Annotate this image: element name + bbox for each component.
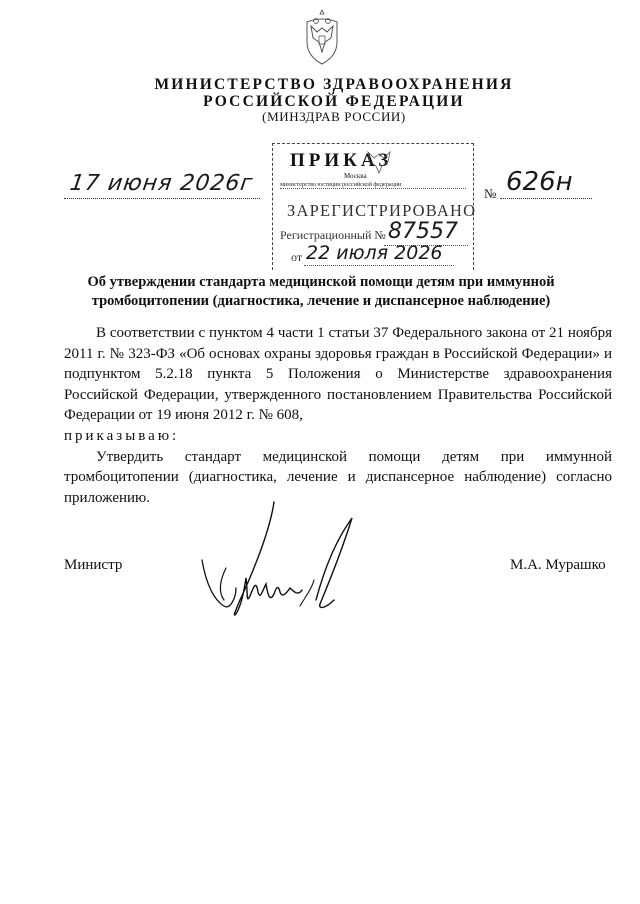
body-paragraph-1: В соответствии с пунктом 4 части 1 статьи 37 Федерального закона от 21 ноября 2011 г. № 323-ФЗ «Об основах охраны здоровья граждан в Российской Федерации» и подпунктом 5.2.18 пункта 5 Положения о Министерстве здравоохранения Российской Федерации, утвержденного постановлением Правительства Российской Федерации от 19 июня 2012 г. № 608, <box>64 325 612 424</box>
from-date-underline <box>304 265 454 266</box>
signer-name: М.А. Мурашко <box>510 557 606 573</box>
ministry-name-line1: МИНИСТЕРСТВО ЗДРАВООХРАНЕНИЯ <box>154 76 514 93</box>
order-number: 626н <box>506 167 573 197</box>
stamp-city: Москва <box>344 172 367 180</box>
order-number-label: № <box>484 186 497 201</box>
signer-position: Министр <box>64 557 123 573</box>
stamp-from-label: от <box>291 250 303 264</box>
number-underline <box>500 198 592 199</box>
stamp-reg-number: 87557 <box>388 219 458 244</box>
date-underline <box>64 198 260 199</box>
stamp-from-date: 22 июля 2026 <box>306 242 443 264</box>
stamp-ministry-justice: министерство юстиции российской федерации <box>280 181 466 189</box>
body-paragraph-2: Утвердить стандарт медицинской помощи детям при иммунной тромбоцитопении (диагностика, лечение и диспансерное наблюдение) согласно приложению. <box>64 448 612 506</box>
stamp-reg-label: Регистрационный № <box>280 228 386 242</box>
coat-of-arms-emblem <box>301 8 343 68</box>
order-word: приказываю: <box>64 427 180 444</box>
stamp-emblem-icon <box>364 146 394 174</box>
ministry-name-line2: РОССИЙСКОЙ ФЕДЕРАЦИИ <box>203 93 465 110</box>
handwritten-signature <box>196 500 366 630</box>
document-type: ПРИКАЗ <box>290 150 393 171</box>
document-body <box>64 323 612 508</box>
title-line2: тромбоцитопении (диагностика, лечение и диспансерное наблюдение) <box>91 293 551 309</box>
stamp-registered: ЗАРЕГИСТРИРОВАНО <box>287 201 477 220</box>
ministry-short-name: (МИНЗДРАВ РОССИИ) <box>262 109 406 124</box>
order-date: 17 июня 2026г <box>68 171 255 196</box>
title-line1: Об утверждении стандарта медицинской помощи детям при иммунной <box>87 274 555 290</box>
document-title <box>56 273 586 311</box>
